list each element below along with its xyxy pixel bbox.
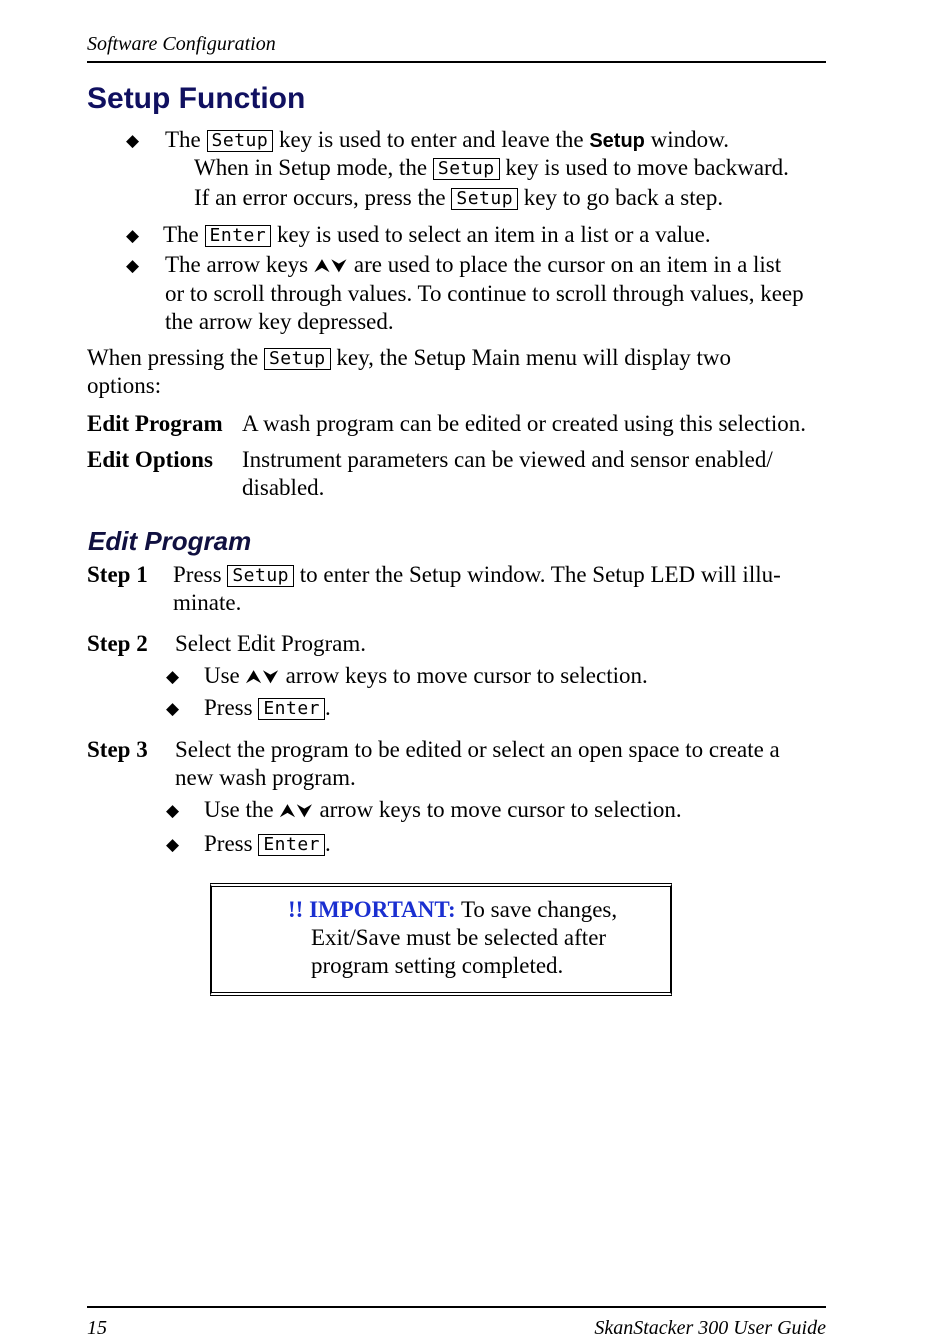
- section-title: Setup Function: [87, 82, 306, 115]
- step-3-text: Select the program to be edited or select an open space to create a: [175, 737, 780, 762]
- step-1-text: Press Setup to enter the Setup window. The Setup LED will illu-: [173, 562, 781, 587]
- important-note-line2: Exit/Save must be selected after: [311, 925, 607, 950]
- bullet-arrow-keys: The arrow keys ⮝⮟ are used to place the cursor on an item in a list: [165, 252, 782, 277]
- bullet-setup-backward: When in Setup mode, the Setup key is used to move backward.: [194, 155, 789, 180]
- important-note-line1: !! IMPORTANT: To save changes,: [288, 897, 618, 922]
- important-note-box: [210, 883, 672, 996]
- setup-key-label: Setup: [227, 565, 294, 587]
- bullet-diamond-icon: ◆: [166, 801, 180, 820]
- bullet-diamond-icon: ◆: [166, 835, 180, 854]
- page-number: 15: [87, 1317, 107, 1339]
- step-2-label: Step 2: [87, 631, 148, 656]
- definition-desc-edit-program: A wash program can be edited or created using this selection.: [242, 411, 806, 436]
- step-2-text: Select Edit Program.: [175, 631, 366, 656]
- enter-key-label: Enter: [258, 698, 325, 720]
- bullet-diamond-icon: ◆: [166, 667, 180, 686]
- bullet-enter-key: The Enter key is used to select an item in a list or a value.: [163, 222, 711, 247]
- step-3-text-line2: new wash program.: [175, 765, 356, 790]
- footer-rule: [87, 1306, 826, 1308]
- step-3-bullet-enter: Press Enter .: [204, 831, 331, 856]
- step-1-text-line2: minate.: [173, 590, 242, 615]
- arrow-keys-icon: ⮝⮟: [313, 255, 349, 277]
- setup-menu-intro-line2: options:: [87, 373, 162, 398]
- setup-key-label: Setup: [264, 348, 331, 370]
- setup-key-label: Setup: [451, 188, 518, 210]
- step-3-bullet-arrows: Use the ⮝⮟ arrow keys to move cursor to selection.: [204, 797, 682, 822]
- setup-window-bold: Setup: [589, 130, 645, 152]
- bullet-setup-error: If an error occurs, press the Setup key to go back a step.: [194, 185, 724, 210]
- important-note-line3: program setting completed.: [311, 953, 564, 978]
- important-label: !! IMPORTANT:: [288, 897, 456, 922]
- bullet-diamond-icon: ◆: [126, 131, 140, 150]
- subsection-title: Edit Program: [88, 526, 252, 556]
- step-1-label: Step 1: [87, 562, 148, 587]
- step-2-bullet-arrows: Use ⮝⮟ arrow keys to move cursor to selection.: [204, 663, 648, 688]
- bullet-setup-key: The Setup key is used to enter and leave the Setup window.: [165, 127, 730, 152]
- definition-desc-edit-options-line2: disabled.: [242, 475, 325, 500]
- bullet-diamond-icon: ◆: [166, 699, 180, 718]
- definition-term-edit-program: Edit Program: [87, 411, 223, 436]
- step-2-bullet-enter: Press Enter .: [204, 695, 331, 720]
- bullet-arrow-keys-line3: the arrow key depressed.: [165, 309, 394, 334]
- bullet-arrow-keys-line2: or to scroll through values. To continue to scroll through values, keep: [165, 281, 804, 306]
- bullet-diamond-icon: ◆: [126, 256, 140, 275]
- arrow-keys-icon: ⮝⮟: [279, 800, 314, 822]
- guide-title: SkanStacker 300 User Guide: [594, 1317, 826, 1339]
- header-rule: [87, 61, 826, 63]
- enter-key-label: Enter: [258, 834, 325, 856]
- step-3-label: Step 3: [87, 737, 148, 762]
- enter-key-label: Enter: [205, 225, 272, 247]
- arrow-keys-icon: ⮝⮟: [245, 666, 280, 688]
- definition-term-edit-options: Edit Options: [87, 447, 213, 472]
- running-head: Software Configuration: [87, 33, 276, 55]
- setup-menu-intro: When pressing the Setup key, the Setup Main menu will display two: [87, 345, 731, 370]
- bullet-diamond-icon: ◆: [126, 226, 140, 245]
- definition-desc-edit-options: Instrument parameters can be viewed and sensor enabled/: [242, 447, 773, 472]
- setup-key-label: Setup: [433, 158, 500, 180]
- document-page: [87, 0, 826, 1339]
- setup-key-label: Setup: [207, 130, 274, 152]
